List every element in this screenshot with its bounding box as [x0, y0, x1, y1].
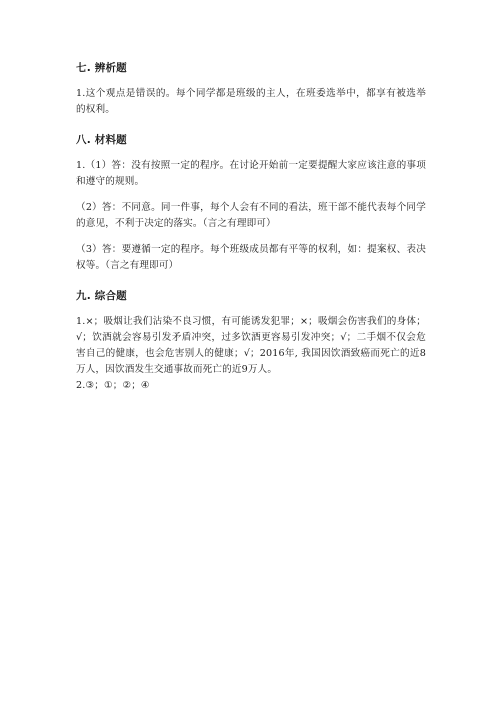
section-title: 九. 综合题 [76, 290, 127, 302]
answer-paragraph: 1.这个观点是错误的。每个同学都是班级的主人，在班委选举中，都享有被选举的权利。 [76, 88, 426, 115]
answer-content [76, 60, 426, 408]
section-title: 八. 材料题 [76, 134, 127, 146]
section-zonghe [76, 288, 426, 394]
answer-paragraph: 1.×；吸烟让我们沾染不良习惯，有可能诱发犯罪；×；吸烟会伤害我们的身体；√；饮酒就会容易引发矛盾冲突，过多饮酒更容易引发冲突；√；二手烟不仅会危害自己的健康，也会危害别人的健康；√；2016年, 我国因饮酒致癌而死亡的近8万人，因饮酒发生交通事故而死亡的近9万人。 [76, 316, 426, 375]
answer-paragraph: （3）答：要遵循一定的程序。每个班级成员都有平等的权利，如：提案权、表决权等。（言之有理即可） [76, 244, 426, 271]
answer-paragraph: （2）答：不同意。同一件事，每个人会有不同的看法，班干部不能代表每个同学的意见，不利于决定的落实。（言之有理即可） [76, 202, 426, 229]
section-bianxi [76, 60, 426, 118]
answer-paragraph: 2.③；①；②；④ [76, 380, 150, 391]
answer-paragraph: 1.（1）答：没有按照一定的程序。在讨论开始前一定要提醒大家应该注意的事项和遵守的规则。 [76, 160, 426, 187]
section-cailiao [76, 132, 426, 274]
section-title: 七. 辨析题 [76, 62, 127, 74]
